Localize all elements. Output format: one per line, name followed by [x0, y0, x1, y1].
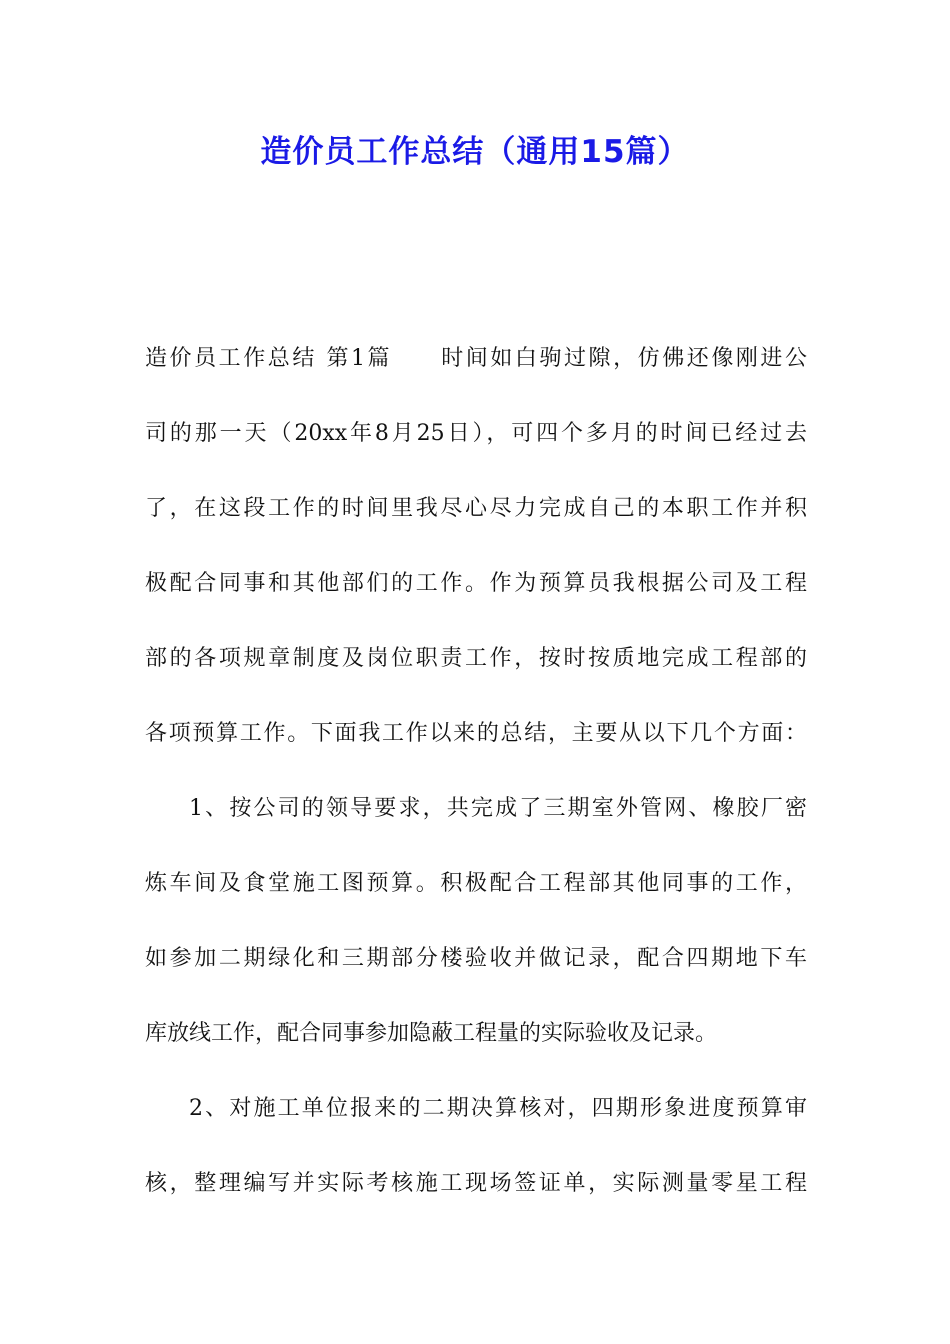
body-line: 造价员工作总结 第1篇 时间如白驹过隙，仿佛还像刚进公 [145, 346, 807, 371]
body-line: 2、对施工单位报来的二期决算核对，四期形象进度预算审 [189, 1096, 807, 1121]
body-line: 各项预算工作。下面我工作以来的总结，主要从以下几个方面： [145, 721, 807, 746]
body-line: 司的那一天（20xx年8月25日），可四个多月的时间已经过去 [145, 421, 807, 446]
document-title: 造价员工作总结（通用15篇） [260, 134, 690, 170]
body-line: 极配合同事和其他部们的工作。作为预算员我根据公司及工程 [145, 571, 807, 596]
body-line: 核，整理编写并实际考核施工现场签证单，实际测量零星工程 [145, 1171, 807, 1196]
body-line: 1、按公司的领导要求，共完成了三期室外管网、橡胶厂密 [189, 796, 807, 821]
body-line: 炼车间及食堂施工图预算。积极配合工程部其他同事的工作， [145, 871, 807, 896]
body-line: 部的各项规章制度及岗位职责工作，按时按质地完成工程部的 [145, 646, 807, 671]
body-line: 了，在这段工作的时间里我尽心尽力完成自己的本职工作并积 [145, 496, 807, 521]
body-line: 库放线工作，配合同事参加隐蔽工程量的实际验收及记录。 [145, 1021, 718, 1046]
body-line: 如参加二期绿化和三期部分楼验收并做记录，配合四期地下车 [145, 946, 807, 971]
